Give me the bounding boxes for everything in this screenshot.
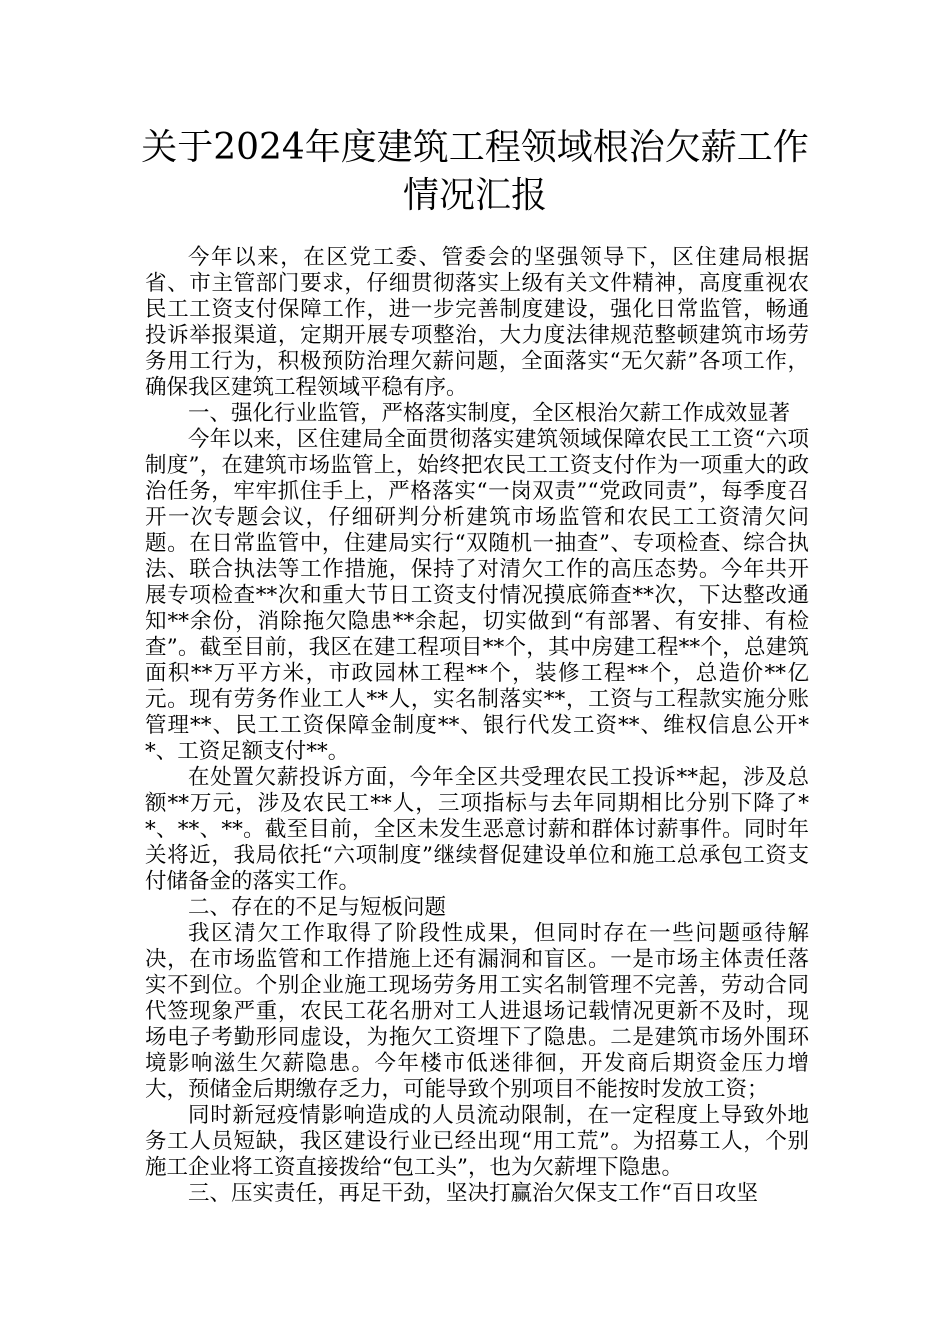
document-title: [100, 124, 850, 220]
section-heading-3: 三、压实责任，再足干劲，坚决打赢治欠保支工作“百日攻坚: [188, 1181, 758, 1206]
intro-paragraph: 今年以来，在区党工委、管委会的坚强领导下，区住建局根据省、市主管部门要求，仔细贯彻落实上级有关文件精神，高度重视农民工工资支付保障工作，进一步完善制度建设，强化日常监管，畅通投诉举报渠道，定期开展专项整治，大力度法律规范整顿建筑市场劳务用工行为，积极预防治理欠薪问题，全面落实“无欠薪”各项工作，确保我区建筑工程领域平稳有序。: [145, 245, 809, 400]
body-paragraph: 同时新冠疫情影响造成的人员流动限制，在一定程度上导致外地务工人员短缺，我区建设行业已经出现“用工荒”。为招募工人，个别施工企业将工资直接拨给“包工头”，也为欠薪埋下隐患。: [145, 1103, 809, 1180]
body-paragraph: 我区清欠工作取得了阶段性成果，但同时存在一些问题亟待解决，在市场监管和工作措施上还有漏洞和盲区。一是市场主体责任落实不到位。个别企业施工现场劳务用工实名制管理不完善，劳动合同代签现象严重，农民工花名册对工人进退场记载情况更新不及时，现场电子考勤形同虚设，为拖欠工资埋下了隐患。二是建筑市场外围环境影响滋生欠薪隐患。今年楼市低迷徘徊，开发商后期资金压力增大，预储金后期缴存乏力，可能导致个别项目不能按时发放工资；: [145, 921, 809, 1102]
section-heading-1: 一、强化行业监管，严格落实制度，全区根治欠薪工作成效显著: [188, 401, 791, 426]
body-paragraph: 今年以来，区住建局全面贯彻落实建筑领域保障农民工工资“六项制度”，在建筑市场监管上，始终把农民工工资支付作为一项重大的政治任务，牢牢抓住手上，严格落实“一岗双责”“党政同责”，每季度召开一次专题会议，仔细研判分析建筑市场监管和农民工工资清欠问题。在日常监管中，住建局实行“双随机一抽查”、专项检查、综合执法、联合执法等工作措施，保持了对清欠工作的高压态势。今年共开展专项检查**次和重大节日工资支付情况摸底筛查**次，下达整改通知**余份，消除拖欠隐患**余起，切实做到“有部署、有安排、有检查”。截至目前，我区在建工程项目**个，其中房建工程**个，总建筑面积**万平方米，市政园林工程**个，装修工程**个，总造价**亿元。现有劳务作业工人**人，实名制落实**，工资与工程款实施分账管理**、民工工资保障金制度**、银行代发工资**、维权信息公开**、工资足额支付**。: [145, 427, 809, 764]
title-line-1: 关于2024年度建筑工程领域根治欠薪工作: [141, 127, 809, 168]
section-heading-2: 二、存在的不足与短板问题: [188, 895, 447, 920]
document-body: [145, 245, 809, 1207]
body-paragraph: 在处置欠薪投诉方面，今年全区共受理农民工投诉**起，涉及总额**万元，涉及农民工**人，三项指标与去年同期相比分别下降了**、**、**。截至目前，全区未发生恶意讨薪和群体讨薪事件。同时年关将近，我局依托“六项制度”继续督促建设单位和施工总承包工资支付储备金的落实工作。: [145, 765, 809, 894]
title-line-2: 情况汇报: [402, 175, 547, 216]
